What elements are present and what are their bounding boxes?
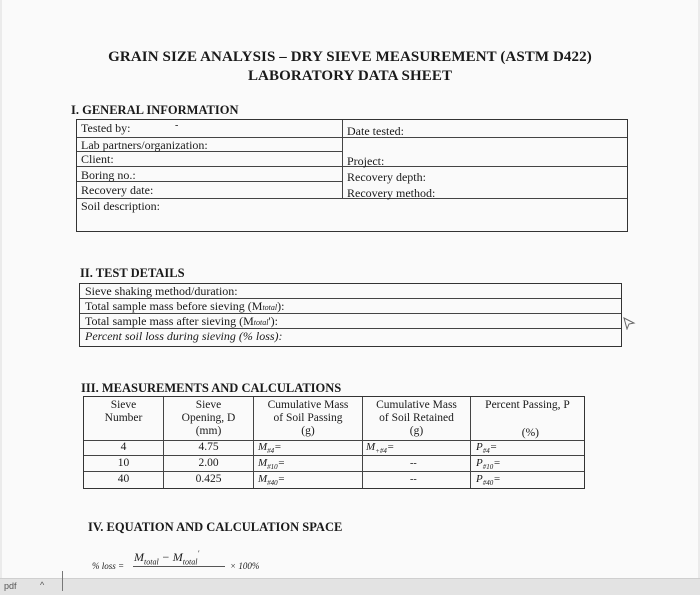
- recovery-depth-label: Recovery depth:: [347, 170, 426, 184]
- text-cursor: [62, 571, 63, 591]
- cell-subscript: #40: [267, 479, 278, 488]
- cell-text: M: [366, 441, 376, 453]
- header-sieve-number: [84, 399, 163, 425]
- header-text: (mm): [195, 425, 222, 437]
- fraction-bar: [133, 566, 225, 567]
- project-label: Project:: [347, 154, 385, 168]
- equation-heading: IV. EQUATION AND CALCULATION SPACE: [88, 520, 343, 534]
- page-subtitle: LABORATORY DATA SHEET: [247, 68, 453, 84]
- row1-number: 4: [120, 441, 127, 453]
- cell-text: M: [258, 457, 268, 469]
- tested-by-mark: -: [175, 120, 179, 131]
- divider: [84, 471, 584, 472]
- row2-passing: $M_{\#10}=$: [258, 457, 286, 472]
- mass-before-suffix: ):: [277, 299, 285, 313]
- header-opening: [164, 399, 253, 438]
- row2-retained: --: [410, 458, 417, 469]
- row3-retained: --: [410, 474, 417, 485]
- file-type-label: pdf: [4, 581, 17, 591]
- mass-before-text: Total sample mass before sieving (M: [85, 299, 263, 313]
- equation-numerator: [134, 549, 199, 566]
- row2-number: 10: [117, 457, 130, 469]
- cell-text: P: [476, 457, 483, 469]
- header-text: (%): [521, 427, 539, 439]
- shaking-method-label: Sieve shaking method/duration:: [85, 284, 238, 298]
- row1-percent: $P_{\#4}=$: [476, 441, 498, 456]
- equation-minus: −: [161, 550, 170, 564]
- header-percent-unit: [471, 427, 584, 440]
- header-cum-retained: [363, 399, 470, 438]
- client-label: Client:: [81, 152, 114, 166]
- cell-text: M: [258, 441, 268, 453]
- mass-after-subscript: total: [253, 318, 269, 327]
- header-text: Cumulative Mass: [376, 399, 457, 411]
- header-text: (g): [409, 425, 424, 437]
- soil-description-label: Soil description:: [81, 199, 160, 213]
- tested-by-label: Tested by:: [81, 121, 131, 135]
- equation-subscript: total: [182, 557, 198, 567]
- mass-after-label: [85, 314, 278, 329]
- row3-passing: $M_{\#40}=$: [258, 473, 286, 488]
- mass-after-text: Total sample mass after sieving (M: [85, 314, 254, 328]
- row1-passing: $M_{\#4}=$: [258, 441, 282, 456]
- divider: [342, 120, 343, 198]
- row2-opening: 2.00: [198, 457, 219, 469]
- mass-after-suffix: '):: [268, 314, 278, 328]
- cursor-arrow-icon: [622, 316, 636, 330]
- cell-subscript: #10: [482, 463, 494, 472]
- equation-lhs: % loss =: [92, 561, 125, 571]
- header-percent-passing: Percent Passing, P: [485, 399, 570, 411]
- percent-loss-label: Percent soil loss during sieving (% loss):: [85, 329, 283, 343]
- divider: [84, 455, 584, 456]
- mass-before-subscript: total: [262, 303, 278, 312]
- cell-text: P: [476, 441, 483, 453]
- header-cum-passing: [254, 399, 362, 438]
- header-text: of Soil Retained: [379, 412, 454, 424]
- header-text: Opening, D: [181, 412, 236, 424]
- cell-subscript: #40: [482, 479, 494, 488]
- equation-term: M: [172, 550, 183, 564]
- equation-times: × 100%: [230, 561, 260, 571]
- recovery-method-label: Recovery method:: [347, 186, 436, 200]
- equation-subscript: total: [144, 557, 159, 567]
- row3-opening: 0.425: [195, 473, 222, 485]
- date-tested-label: Date tested:: [347, 124, 404, 138]
- cell-subscript: #10: [267, 463, 278, 472]
- row3-number: 40: [117, 473, 130, 485]
- header-text: Sieve: [195, 399, 222, 411]
- header-text: of Soil Passing: [273, 412, 343, 424]
- cell-text: M: [258, 473, 268, 485]
- cell-text: P: [476, 473, 483, 485]
- row1-opening: 4.75: [198, 441, 219, 453]
- cell-subscript: #4: [267, 447, 275, 456]
- header-text: Sieve: [110, 399, 137, 411]
- row3-percent: $P_{\#40}=$: [476, 473, 501, 488]
- cell-subscript: +#4: [375, 447, 387, 456]
- boring-no-label: Boring no.:: [81, 168, 136, 182]
- mass-before-label: [85, 299, 284, 314]
- test-details-heading: II. TEST DETAILS: [80, 266, 185, 280]
- row2-percent: $P_{\#10}=$: [476, 457, 501, 472]
- equation-prime: ': [197, 549, 200, 558]
- recovery-date-label: Recovery date:: [81, 183, 154, 197]
- header-text: Cumulative Mass: [267, 399, 349, 411]
- viewer-bottom-bar: [0, 578, 700, 595]
- header-text: (g): [301, 425, 315, 437]
- lab-partners-label: Lab partners/organization:: [81, 138, 208, 152]
- cell-subscript: #4: [482, 447, 490, 456]
- equation-term: M: [134, 550, 144, 564]
- general-info-heading: I. GENERAL INFORMATION: [71, 103, 239, 117]
- chevron-up-icon[interactable]: ^: [40, 580, 45, 590]
- row1-retained: $M_{+\#4}=$: [366, 441, 395, 456]
- measurements-heading: III. MEASUREMENTS AND CALCULATIONS: [81, 381, 342, 395]
- header-text: Number: [104, 412, 143, 424]
- page-title: GRAIN SIZE ANALYSIS – DRY SIEVE MEASUREMENT (ASTM D422): [108, 49, 592, 65]
